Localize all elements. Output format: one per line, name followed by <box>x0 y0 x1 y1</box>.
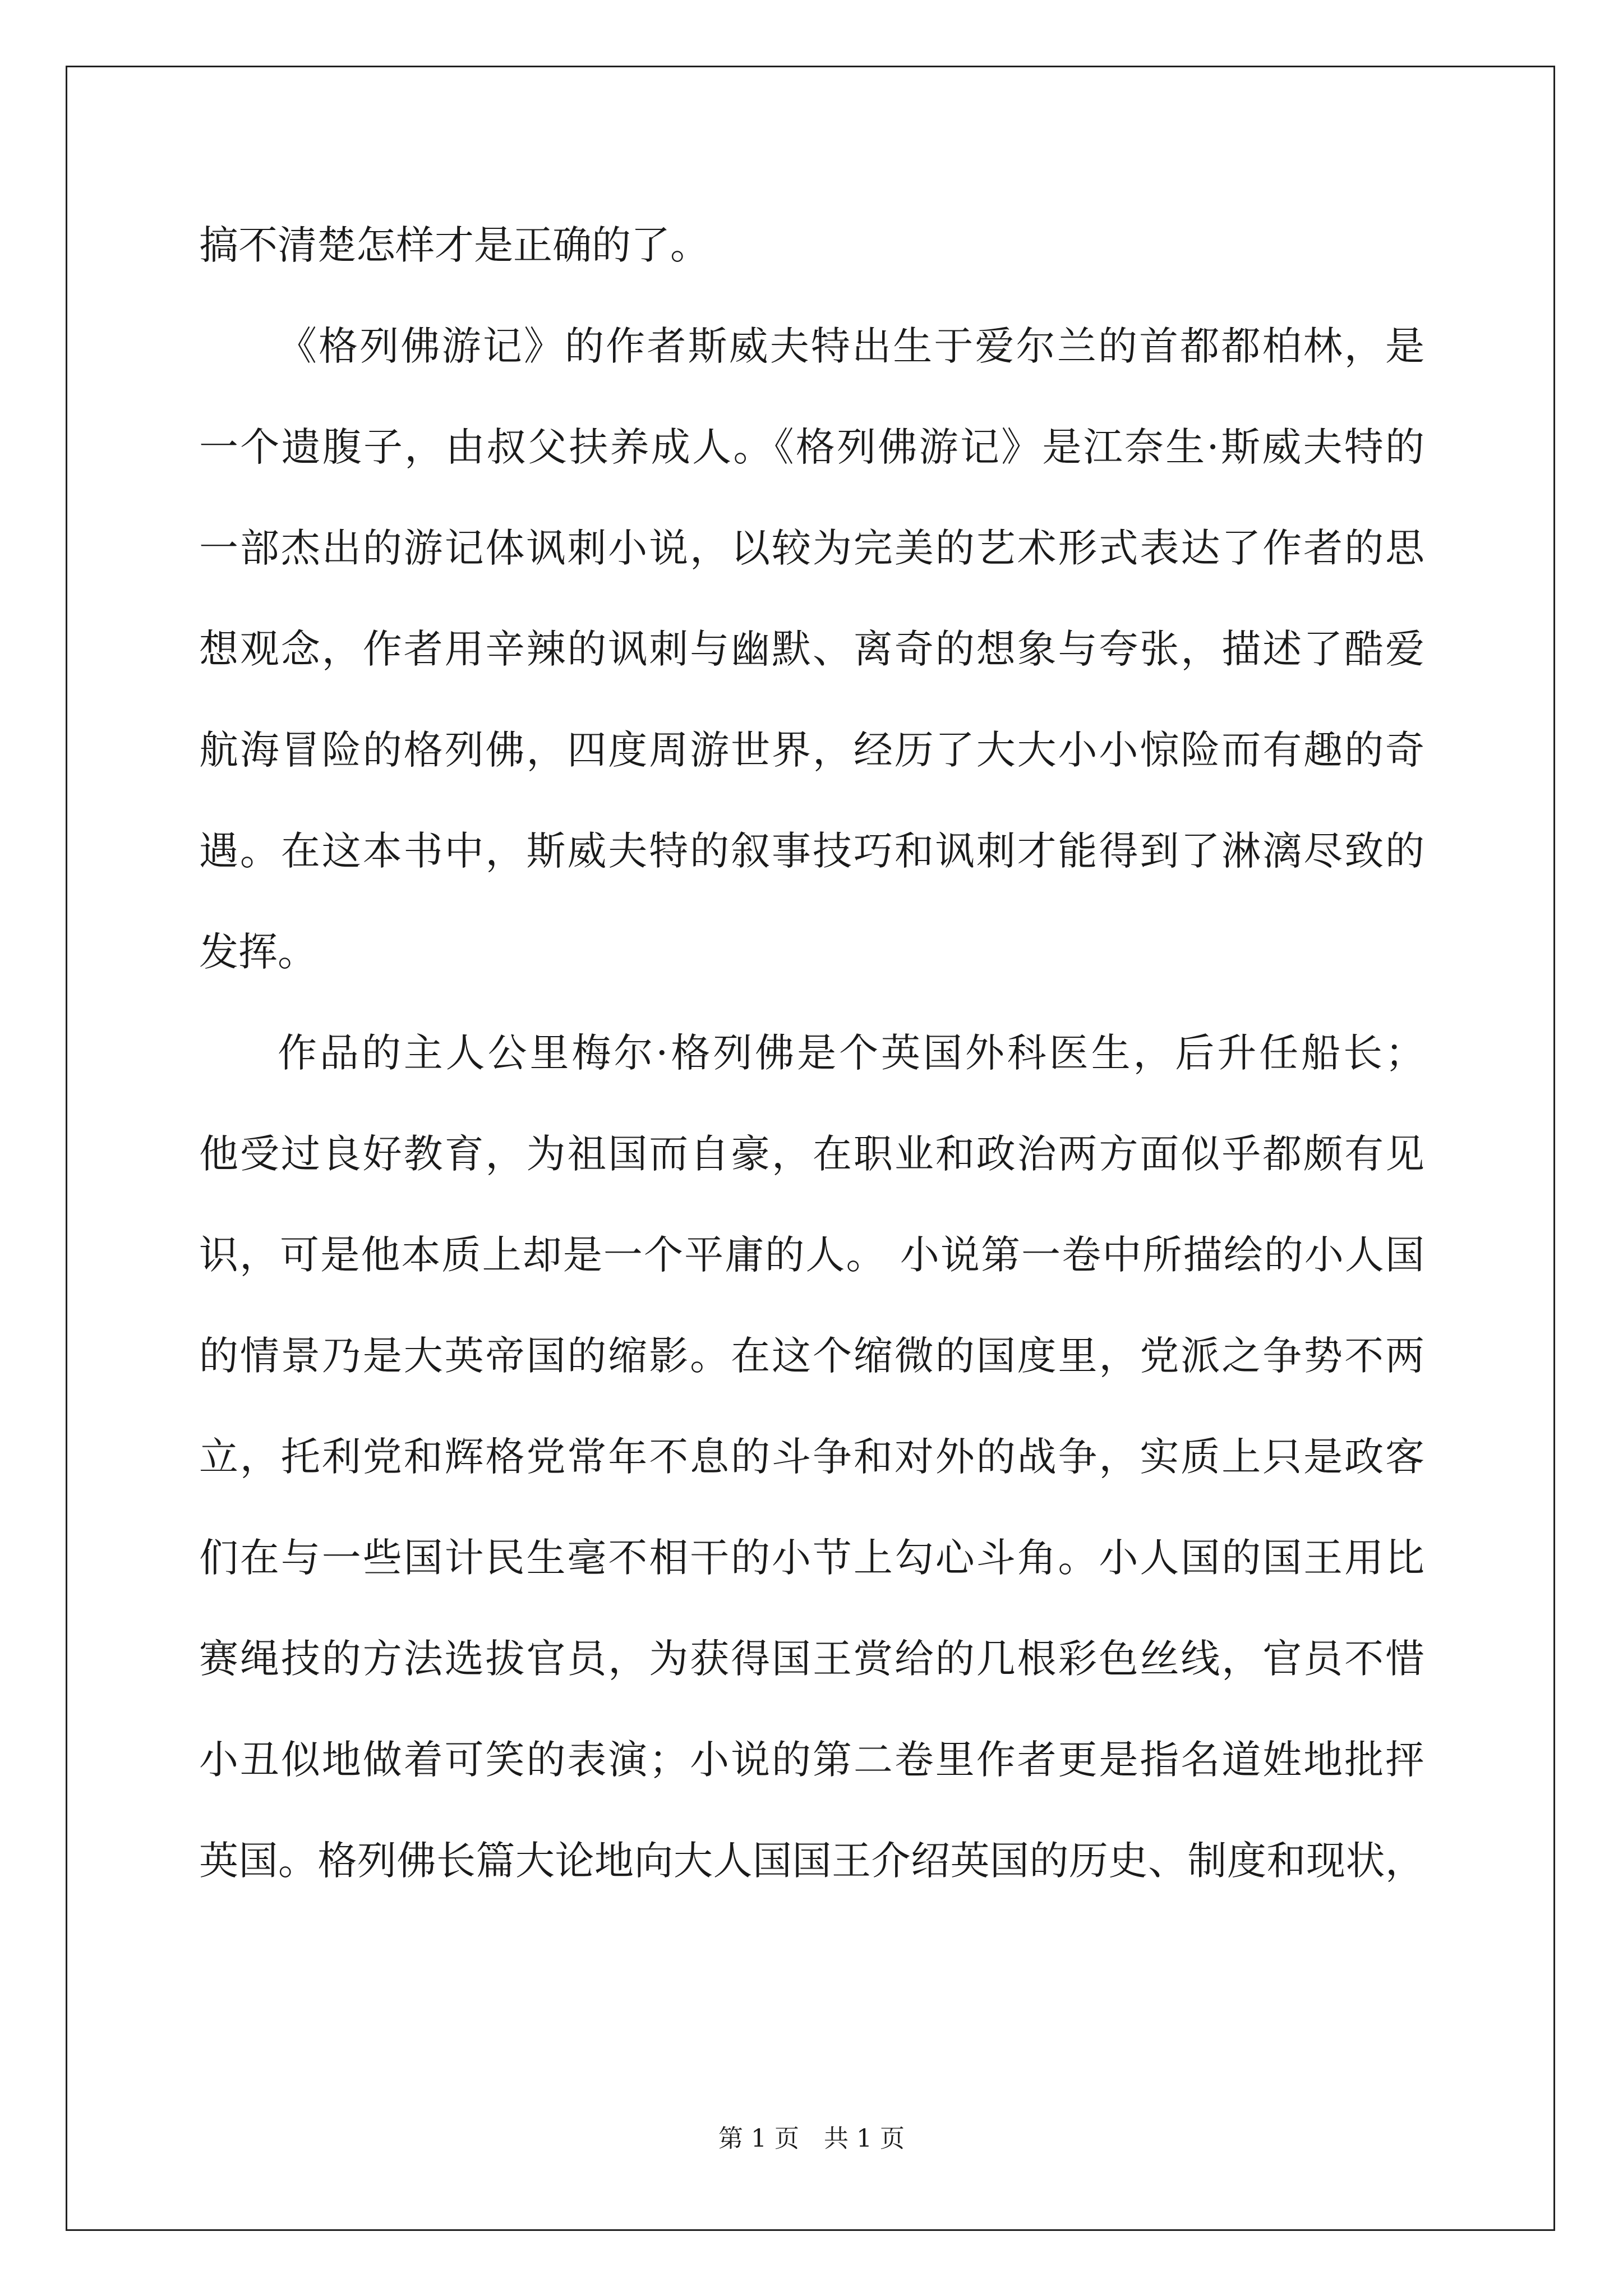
text-line: 赛绳技的方法选拔官员，为获得国王赏给的几根彩色丝线，官员不惜 <box>199 1636 1424 1682</box>
text-line: 他受过良好教育，为祖国而自豪，在职业和政治两方面似乎都颇有见 <box>199 1131 1424 1177</box>
text-line: 的情景乃是大英帝国的缩影。在这个缩微的国度里，党派之争势不两 <box>199 1333 1424 1379</box>
text-line: 《格列佛游记》的作者斯威夫特出生于爱尔兰的首都都柏林，是 <box>278 323 1424 369</box>
text-line: 立，托利党和辉格党常年不息的斗争和对外的战争，实质上只是政客 <box>199 1434 1424 1480</box>
text-line: 小丑似地做着可笑的表演；小说的第二卷里作者更是指名道姓地批抨 <box>199 1737 1424 1783</box>
text-line: 想观念，作者用辛辣的讽刺与幽默、离奇的想象与夸张，描述了酷爱 <box>199 626 1424 672</box>
text-line: 英国。格列佛长篇大论地向大人国国王介绍英国的历史、制度和现状， <box>199 1838 1424 1884</box>
page-number-footer: 第 1 页 共 1 页 <box>718 2124 905 2153</box>
text-line: 识，可是他本质上却是一个平庸的人。 小说第一卷中所描绘的小人国 <box>199 1232 1424 1278</box>
text-line: 一部杰出的游记体讽刺小说，以较为完美的艺术形式表达了作者的思 <box>199 525 1424 571</box>
text-line: 们在与一些国计民生毫不相干的小节上勾心斗角。小人国的国王用比 <box>199 1535 1424 1581</box>
text-line: 搞不清楚怎样才是正确的了。 <box>199 222 709 268</box>
text-line: 发挥。 <box>199 929 317 975</box>
text-line: 遇。在这本书中，斯威夫特的叙事技巧和讽刺才能得到了淋漓尽致的 <box>199 828 1424 874</box>
text-line: 作品的主人公里梅尔·格列佛是个英国外科医生，后升任船长； <box>278 1030 1424 1076</box>
text-line: 航海冒险的格列佛，四度周游世界，经历了大大小小惊险而有趣的奇 <box>199 727 1424 773</box>
text-line: 一个遗腹子，由叔父扶养成人。《格列佛游记》是江奈生·斯威夫特的 <box>199 424 1424 470</box>
